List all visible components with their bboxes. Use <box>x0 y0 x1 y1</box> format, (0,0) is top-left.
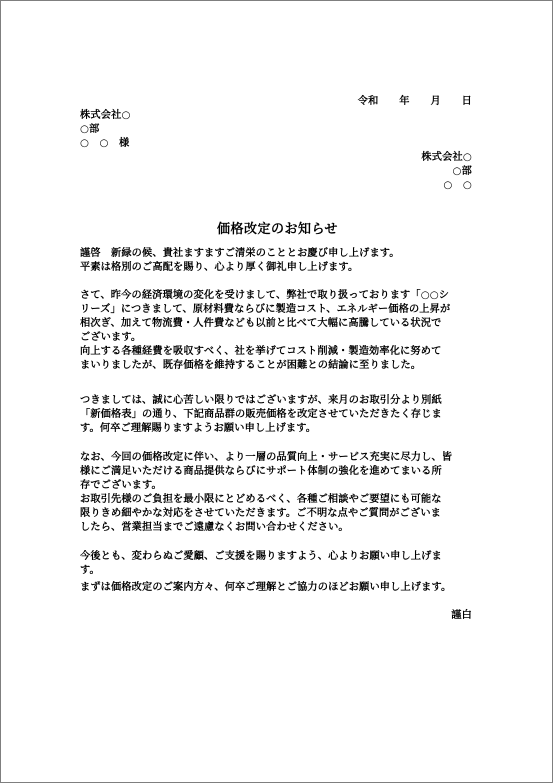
body-line: 存でございます。 <box>80 480 162 491</box>
recipient-name: ○ ○ 様 <box>80 138 130 149</box>
sender-department: ○部 <box>452 166 472 177</box>
body-line: まずは価格改定のご案内方々、何卒ご理解とご協力のほどお願い申し上げます。 <box>80 582 452 593</box>
body-line: 平素は格別のご高配を賜り、心より厚く御礼申し上げます。 <box>80 262 359 273</box>
body-line: したら、営業担当までご遠慮なくお問い合わせください。 <box>80 522 349 533</box>
body-line: ございます。 <box>80 332 142 343</box>
body-line: 様にご満足いただける商品提供ならびにサポート体制の強化を進めてまいる所 <box>80 466 442 477</box>
recipient-department: ○部 <box>80 124 100 135</box>
body-line: リーズ」につきまして、原材料費ならびに製造コスト、エネルギー価格の上昇が <box>80 304 451 315</box>
body-line: お取引先様のご負担を最小限にとどめるべく、各種ご相談やご要望にも可能な <box>80 494 442 505</box>
body-line: 「新価格表」の通り、下記商品群の販売価格を改定させていただきたく存じま <box>80 409 442 420</box>
body-line: 限りきめ細やかな対応をさせていただきます。ご不明な点やご質問がございま <box>80 508 441 519</box>
body-line: さて、昨今の経済環境の変化を受けまして、弊社で取り扱っております「○○シ <box>80 290 450 301</box>
date-line: 令和 年 月 日 <box>357 96 472 107</box>
closing-text: 謹白 <box>451 610 472 621</box>
body-line: まいりましたが、既存価格を維持することが困難との結論に至りました。 <box>80 360 422 371</box>
sender-company: 株式会社○ <box>421 152 472 163</box>
body-line: なお、今回の価格改定に伴い、より一層の品質向上・サービス充実に尽力し、皆 <box>80 452 453 463</box>
body-line: す。 <box>80 565 100 576</box>
body-line: つきましては、誠に心苦しい限りではございますが、来月のお取引分より別紙 <box>80 395 442 406</box>
body-line: 相次ぎ、加えて物流費・人件費なども以前と比べて大幅に高騰している状況で <box>80 318 442 329</box>
body-line: 今後とも、変わらぬご愛顧、ご支援を賜りますよう、心よりお願い申し上げま <box>80 551 442 562</box>
page-title: 価格改定のお知らせ <box>216 222 339 237</box>
body-line: 謹啓 新緑の候、貴社ますますご清栄のこととお慶び申し上げます。 <box>80 248 400 259</box>
recipient-company: 株式会社○ <box>80 110 131 121</box>
body-line: す。何卒ご理解賜りますようお願い申し上げます。 <box>80 423 317 434</box>
sender-name: ○ ○ <box>443 180 472 191</box>
body-line: 向上する各種経費を吸収すべく、社を挙げてコスト削減・製造効率化に努めて <box>80 346 442 357</box>
